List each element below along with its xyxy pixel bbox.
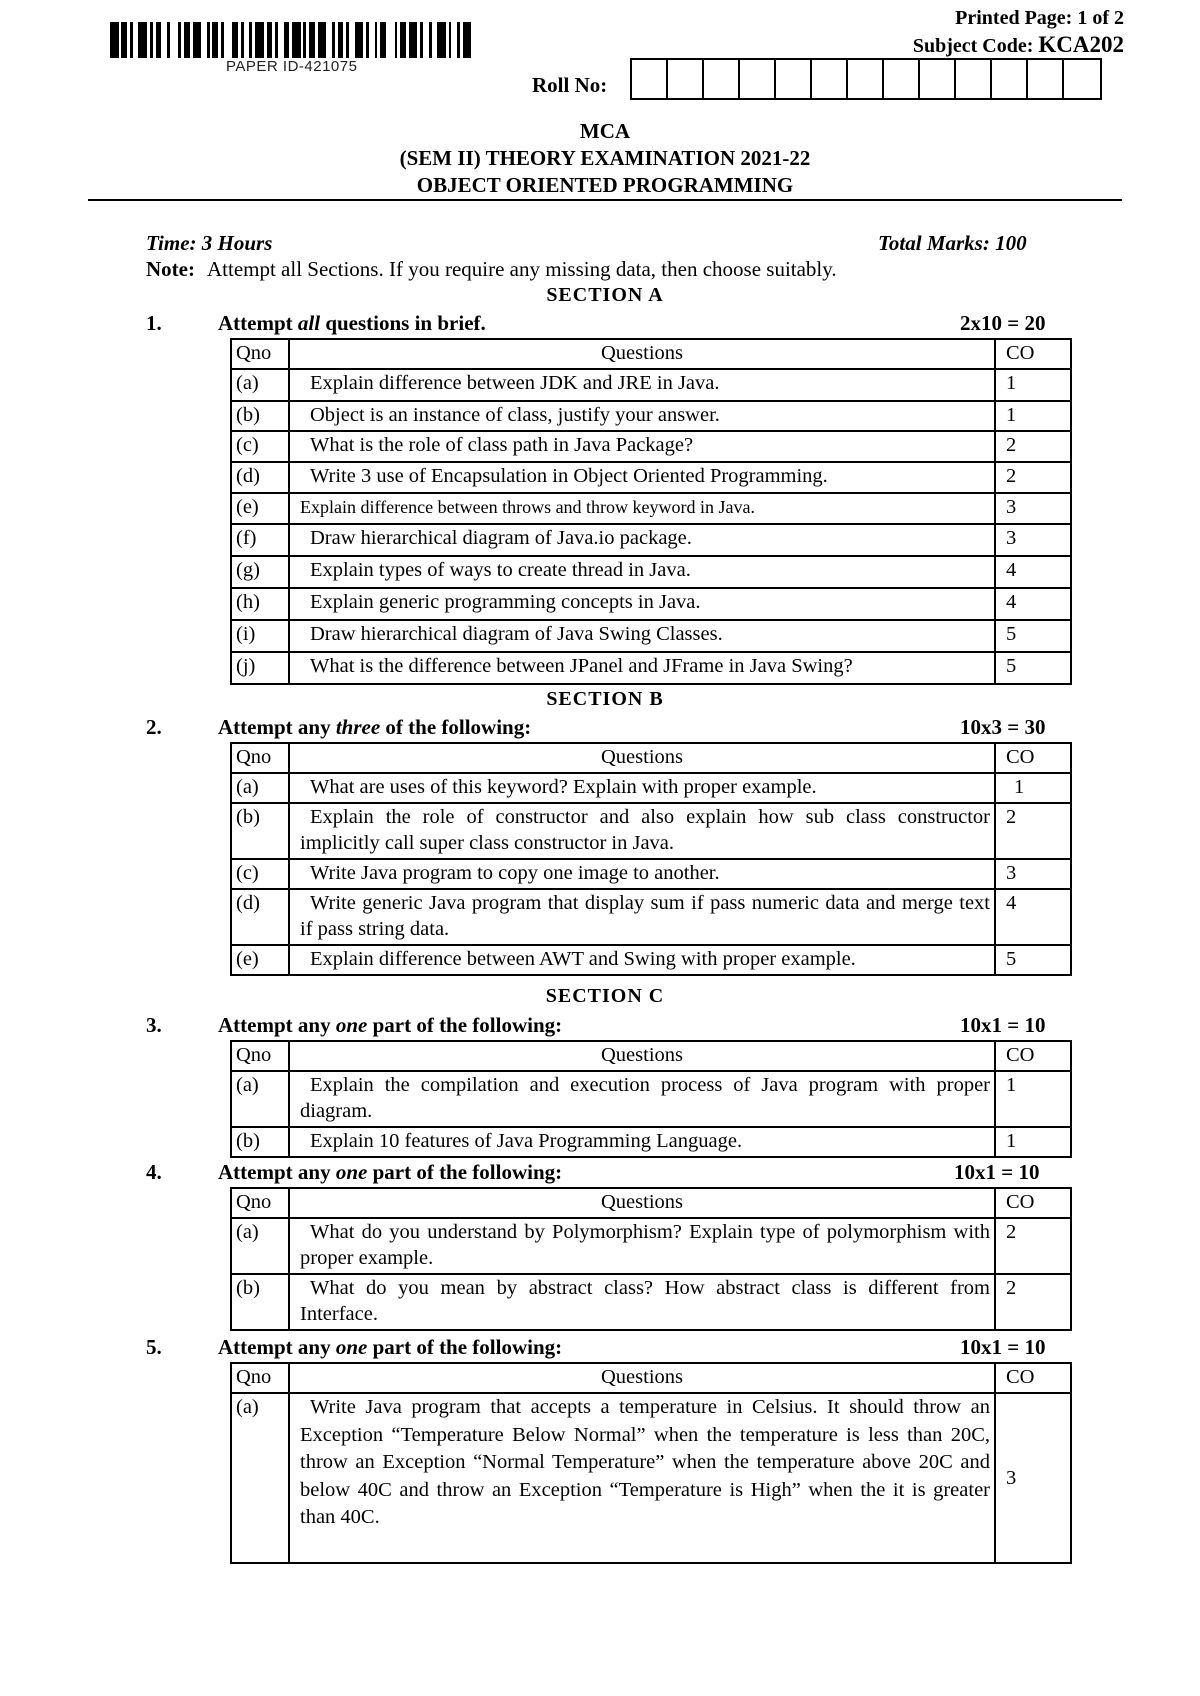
table-row [231, 859, 1071, 889]
roll-box[interactable] [776, 60, 812, 98]
table-header-row [231, 1188, 1071, 1218]
instruction-emphasis: three [335, 715, 381, 739]
qno-cell: (a) [231, 1393, 289, 1563]
question-cell: What are uses of this keyword? Explain with proper example. [289, 773, 995, 803]
question-cell: What is the role of class path in Java Package? [289, 431, 995, 462]
question-cell: Explain types of ways to create thread in Java. [289, 556, 995, 588]
paper-id: PAPER ID-421075 [226, 58, 358, 75]
question-cell: Explain difference between JDK and JRE in Java. [289, 369, 995, 401]
note [146, 257, 837, 282]
exam-time: Time: 3 Hours [146, 231, 273, 255]
table-row [231, 493, 1071, 524]
roll-no-boxes[interactable] [630, 58, 1102, 100]
instruction-text: part of the following: [367, 1013, 563, 1037]
qno-cell: (b) [231, 803, 289, 859]
exam-title-block [0, 118, 1200, 199]
table-row [231, 1274, 1071, 1330]
table-row [231, 1218, 1071, 1274]
instruction-text: Attempt any [218, 1013, 336, 1037]
questions-table-q4 [230, 1187, 1072, 1331]
co-cell: 3 [995, 1393, 1071, 1563]
roll-box[interactable] [1064, 60, 1100, 98]
question-cell: Draw hierarchical diagram of Java.io package. [289, 524, 995, 556]
qno-cell: (g) [231, 556, 289, 588]
question-cell: What is the difference between JPanel and JFrame in Java Swing? [289, 652, 995, 684]
barcode-bar [255, 22, 264, 58]
table-row [231, 588, 1071, 620]
qno-cell: (b) [231, 1274, 289, 1330]
barcode-bar [355, 22, 364, 58]
table-row [231, 431, 1071, 462]
question-cell: Explain 10 features of Java Programming Language. [289, 1127, 995, 1157]
qno-cell: (h) [231, 588, 289, 620]
barcode-bar [292, 22, 301, 58]
questions-table-section-a [230, 338, 1072, 685]
qno-cell: (f) [231, 524, 289, 556]
roll-box[interactable] [704, 60, 740, 98]
question-cell: Write Java program to copy one image to another. [289, 859, 995, 889]
table-header-row [231, 743, 1071, 773]
qno-header: Qno [231, 1041, 289, 1071]
roll-box[interactable] [1028, 60, 1064, 98]
co-cell: 3 [995, 859, 1071, 889]
section-a-heading: SECTION A [546, 284, 664, 306]
barcode-bar [386, 22, 395, 58]
question-cell: Draw hierarchical diagram of Java Swing Classes. [289, 620, 995, 652]
table-row [231, 1071, 1071, 1127]
printed-page: Printed Page: 1 of 2 [955, 7, 1124, 29]
questions-header: Questions [289, 339, 995, 369]
instruction-text: of the following: [380, 715, 532, 739]
questions-table-q3 [230, 1040, 1072, 1158]
questions-table-section-b [230, 742, 1072, 976]
co-cell: 2 [995, 462, 1071, 493]
co-cell: 1 [995, 773, 1071, 803]
co-cell: 2 [995, 803, 1071, 859]
table-row [231, 462, 1071, 493]
barcode-bar [193, 22, 202, 58]
section-b-heading: SECTION B [546, 688, 664, 710]
instruction-text: part of the following: [367, 1160, 563, 1184]
question-instruction [218, 311, 486, 336]
qno-cell: (c) [231, 859, 289, 889]
question-cell: Write Java program that accepts a temperature in Celsius. It should throw an Exception “Temperature Below Normal” when the temperature is less than 20C, throw an Exception “Normal Temperature” when the temperature above 20C and below 40C and throw an Exception “Temperature is High” when the it is greater than 40C. [289, 1393, 995, 1563]
question-number: 5. [146, 1335, 162, 1359]
qno-header: Qno [231, 1188, 289, 1218]
program-title: MCA [579, 119, 631, 143]
table-row [231, 524, 1071, 556]
question-marks: 10x1 = 10 [960, 1335, 1046, 1359]
roll-box[interactable] [848, 60, 884, 98]
barcode-bar [224, 22, 233, 58]
table-row [231, 889, 1071, 945]
table-row [231, 652, 1071, 684]
table-row [231, 556, 1071, 588]
questions-header: Questions [289, 1363, 995, 1393]
co-cell: 2 [995, 431, 1071, 462]
qno-cell: (c) [231, 431, 289, 462]
questions-header: Questions [289, 1041, 995, 1071]
co-cell: 5 [995, 945, 1071, 975]
qno-cell: (a) [231, 1071, 289, 1127]
co-cell: 1 [995, 369, 1071, 401]
question-instruction [218, 1160, 562, 1185]
barcode-bar [463, 22, 472, 58]
question-instruction [218, 715, 531, 740]
subject-code-label: Subject Code: [912, 35, 1034, 57]
instruction-emphasis: one [335, 1335, 368, 1359]
questions-header: Questions [289, 743, 995, 773]
table-row [231, 620, 1071, 652]
roll-box[interactable] [668, 60, 704, 98]
question-number: 1. [146, 311, 162, 335]
table-row [231, 1127, 1071, 1157]
instruction-text: Attempt [218, 311, 298, 335]
exam-title: (SEM II) THEORY EXAMINATION 2021-22 [399, 146, 811, 170]
question-instruction [218, 1013, 562, 1038]
co-cell: 4 [995, 588, 1071, 620]
question-cell: Object is an instance of class, justify your answer. [289, 401, 995, 431]
question-cell: Write 3 use of Encapsulation in Object Oriented Programming. [289, 462, 995, 493]
table-row [231, 945, 1071, 975]
qno-cell: (j) [231, 652, 289, 684]
note-text: Attempt all Sections. If you require any missing data, then choose suitably. [206, 257, 837, 281]
questions-table-q5 [230, 1362, 1072, 1564]
question-cell: Explain generic programming concepts in Java. [289, 588, 995, 620]
qno-cell: (b) [231, 1127, 289, 1157]
barcode-bar [437, 22, 446, 58]
instruction-text: part of the following: [367, 1335, 563, 1359]
question-number: 4. [146, 1160, 162, 1184]
co-cell: 3 [995, 524, 1071, 556]
question-marks: 2x10 = 20 [960, 311, 1046, 335]
instruction-text: Attempt any [218, 1335, 336, 1359]
question-marks: 10x3 = 30 [960, 715, 1046, 739]
instruction-emphasis: all [297, 311, 321, 335]
barcode-bar [170, 22, 179, 58]
co-cell: 1 [995, 1127, 1071, 1157]
roll-box[interactable] [812, 60, 848, 98]
question-cell: Explain difference between AWT and Swing with proper example. [289, 945, 995, 975]
barcode-bar [138, 22, 147, 58]
roll-box[interactable] [992, 60, 1028, 98]
note-label: Note: [146, 257, 195, 281]
question-marks: 10x1 = 10 [954, 1160, 1040, 1184]
table-row [231, 1393, 1071, 1563]
co-header: CO [995, 1188, 1071, 1218]
instruction-text: Attempt any [218, 715, 336, 739]
co-cell: 4 [995, 556, 1071, 588]
co-cell: 5 [995, 652, 1071, 684]
qno-header: Qno [231, 1363, 289, 1393]
instruction-text: Attempt any [218, 1160, 336, 1184]
co-cell: 1 [995, 401, 1071, 431]
qno-cell: (b) [231, 401, 289, 431]
co-cell: 4 [995, 889, 1071, 945]
roll-box[interactable] [740, 60, 776, 98]
co-header: CO [995, 1363, 1071, 1393]
barcode-bar [409, 22, 418, 58]
qno-cell: (a) [231, 1218, 289, 1274]
roll-box[interactable] [632, 60, 668, 98]
co-cell: 2 [995, 1274, 1071, 1330]
co-cell: 2 [995, 1218, 1071, 1274]
qno-header: Qno [231, 339, 289, 369]
subject-code-line [913, 32, 1124, 58]
co-cell: 1 [995, 1071, 1071, 1127]
co-cell: 5 [995, 620, 1071, 652]
question-cell: What do you understand by Polymorphism? Explain type of polymorphism with proper example. [289, 1218, 995, 1274]
question-instruction [218, 1335, 562, 1360]
question-marks: 10x1 = 10 [960, 1013, 1046, 1037]
barcode-bar [318, 22, 327, 58]
question-cell: Explain the compilation and execution process of Java program with proper diagram. [289, 1071, 995, 1127]
question-cell: Explain difference between throws and throw keyword in Java. [289, 493, 995, 524]
barcode [110, 22, 472, 58]
barcode-bar [110, 22, 119, 58]
qno-cell: (d) [231, 889, 289, 945]
table-header-row [231, 1363, 1071, 1393]
roll-box[interactable] [956, 60, 992, 98]
question-cell: Write generic Java program that display sum if pass numeric data and merge text if pass string data. [289, 889, 995, 945]
co-header: CO [995, 1041, 1071, 1071]
qno-header: Qno [231, 743, 289, 773]
section-c-heading: SECTION C [545, 985, 665, 1007]
question-cell: Explain the role of constructor and also explain how sub class constructor implicitly call super class constructor in Java. [289, 803, 995, 859]
roll-no-label: Roll No: [532, 73, 608, 97]
instruction-text: questions in brief. [320, 311, 486, 335]
co-header: CO [995, 339, 1071, 369]
qno-cell: (a) [231, 773, 289, 803]
subject-code: KCA202 [1038, 32, 1124, 57]
questions-header: Questions [289, 1188, 995, 1218]
question-number: 3. [146, 1013, 162, 1037]
instruction-emphasis: one [335, 1160, 368, 1184]
roll-box[interactable] [920, 60, 956, 98]
question-number: 2. [146, 715, 162, 739]
qno-cell: (a) [231, 369, 289, 401]
instruction-emphasis: one [335, 1013, 368, 1037]
qno-cell: (i) [231, 620, 289, 652]
question-cell: What do you mean by abstract class? How abstract class is different from Interface. [289, 1274, 995, 1330]
qno-cell: (d) [231, 462, 289, 493]
table-row [231, 401, 1071, 431]
roll-box[interactable] [884, 60, 920, 98]
course-title: OBJECT ORIENTED PROGRAMMING [416, 173, 794, 197]
header-divider [88, 199, 1122, 201]
table-header-row [231, 1041, 1071, 1071]
table-header-row [231, 339, 1071, 369]
total-marks: Total Marks: 100 [878, 231, 1027, 255]
table-row [231, 803, 1071, 859]
co-header: CO [995, 743, 1071, 773]
qno-cell: (e) [231, 493, 289, 524]
qno-cell: (e) [231, 945, 289, 975]
co-cell: 3 [995, 493, 1071, 524]
table-row [231, 773, 1071, 803]
table-row [231, 369, 1071, 401]
